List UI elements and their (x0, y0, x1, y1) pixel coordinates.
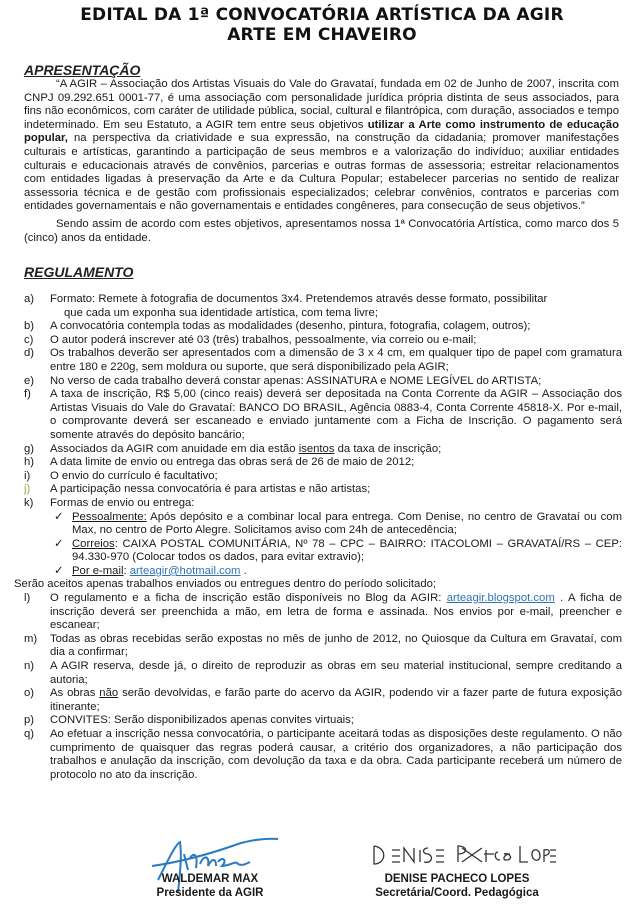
blog-link[interactable]: arteagir.blogspot.com (446, 592, 555, 605)
document-title: EDITAL DA 1ª CONVOCATÓRIA ARTÍSTICA DA AGIR (80, 5, 564, 25)
item-marker: d) (24, 347, 35, 360)
item-marker: m) (24, 632, 38, 645)
item-text: O autor poderá inscrever até 03 (três) trabalhos, pessoalmente, via correio ou e-mail; (50, 333, 477, 346)
apresentacao-text-bold: utilizar a Arte como instrumento de educação popular, (24, 118, 619, 145)
document-subtitle: ARTE EM CHAVEIRO (227, 25, 417, 45)
list-item-f (24, 388, 622, 442)
item-text: CONVITES: Serão disponibilizados apenas convites virtuais; (50, 714, 354, 727)
list-item-c (24, 334, 622, 348)
item-text: As obras (50, 687, 100, 700)
signatory-name: WALDEMAR MAX (161, 873, 259, 885)
list-item-i (24, 470, 622, 484)
signatory-name: DENISE PACHECO LOPES (384, 873, 530, 885)
item-text: A AGIR reserva, desde já, o direito de reproduzir as obras em seu material institucional, sempre creditando a autoria; (50, 660, 622, 686)
item-text-underlined: não (99, 687, 119, 700)
list-item-h (24, 456, 622, 470)
item-marker: l) (24, 592, 31, 605)
apresentacao-paragraph (24, 78, 619, 214)
list-item-q (24, 728, 622, 782)
check-icon: ✓ (54, 537, 64, 550)
item-marker: b) (24, 320, 35, 333)
list-item-k (24, 497, 622, 511)
item-marker: g) (24, 442, 35, 455)
item-marker: k) (24, 496, 34, 509)
item-marker: q) (24, 728, 35, 740)
item-text: A participação nessa convocatória é para artistas e não artistas; (50, 483, 371, 496)
apresentacao-text-2: Sendo assim de acordo com estes objetivos, apresentamos nossa 1ª Convocatória Artística, como marco dos 5 (cinco) anos da entidade. (24, 218, 619, 244)
signatory-role: Secretária/Coord. Pedagógica (375, 887, 539, 899)
delivery-option-correios (24, 538, 622, 565)
item-marker: a) (24, 293, 35, 305)
item-text: Formas de envio ou entrega: (50, 496, 195, 509)
item-marker: i) (24, 469, 31, 482)
regulamento-list (14, 293, 622, 782)
item-text-after: serão devolvidas, e farão parte do acervo da AGIR, podendo vir a fazer parte de futura exposição itinerante; (50, 687, 622, 713)
item-marker: e) (24, 374, 35, 387)
signature-denise-scribble (370, 838, 560, 874)
option-sep: : (123, 564, 130, 577)
item-text-cont: que cada um exponha sua identidade artística, com tema livre; (64, 306, 378, 319)
item-text: A convocatória contempla todas as modalidades (desenho, pintura, fotografia, colagem, outros); (50, 320, 531, 333)
item-text: Ao efetuar a inscrição nessa convocatória, o participante aceitará todas as disposições deste regulamento. O não cumprimento de quaisquer das regras poderá causar, a critério dos organizadores, a não participação dos trabalhos e anulação da inscrição, com devolução da taxa e da obra. Cada participante receberá um número de protocolo no ato da inscrição. (50, 728, 622, 781)
apresentacao-text-a: “A AGIR – Associação dos Artistas Visuais do Vale do Gravataí, fundada em 02 de Junho de 2007, inscrita com CNPJ 09.292.651 0001-77, é uma associação com personalidade jurídica própria distinta de seus associados, para fins não econômicos, com caráter de utilidade pública, social, cultural e filantrópica, com duração, associados e tempo indeterminado. Em seu Estatuto, a AGIR tem entre seus objetivos (24, 78, 619, 131)
list-item-e (24, 375, 622, 389)
option-label: Correios (72, 537, 115, 550)
list-item-l (24, 592, 622, 633)
item-text: A data limite de envio ou entrega das obras será de 26 de maio de 2012; (50, 456, 415, 469)
check-icon: ✓ (54, 510, 64, 523)
item-marker: j) (24, 483, 31, 496)
option-label: Por e-mail (72, 564, 124, 577)
signature-block-denise (362, 872, 552, 900)
option-text: Após depósito e a combinar local para entrega. Com Denise, no centro de Gravataí ou com Max, no centro de Porto Alegre. Solicitamos aviso com 24h de antecedência; (72, 510, 622, 537)
item-text: Formato: Remete à fotografia de documentos 3x4. Pretendemos através desse formato, possibilitar (50, 293, 548, 305)
item-text: O envio do currículo é facultativo; (50, 469, 218, 482)
option-text: : CAIXA POSTAL COMUNITÁRIA, Nº 78 – CPC – BAIRRO: ITACOLOMI – GRAVATAÍ/RS – CEP: 94.330-970 (Colocar todos os dados, para evitar extravio); (72, 537, 622, 564)
apresentacao-text-b: na perspectiva da criatividade e sua expressão, na construção da cidadania; promover manifestações culturais e artísticas, garantindo a participação de seus membros e a valorização do indivíduo; auxiliar entidades culturais e educacionais através de convênios, parcerias e outras formas de assessoria; estreitar relacionamentos com entidades ligadas à preservação da Arte e da Cultura Popular; estabelecer parcerias no sentido de realizar assessoria técnica e de gestão com profissionais especializados; celebrar convênios, contratos e parcerias com entidades governamentais e não governamentais e entidades congêneres, para consecução de seus objetivos.” (24, 132, 619, 213)
item-marker: p) (24, 714, 35, 727)
list-item-p (24, 714, 622, 728)
item-text: Os trabalhos deverão ser apresentados com a dimensão de 3 x 4 cm, em qualquer tipo de papel com gramatura entre 180 e 220g, sem moldura ou suporte, que será disponibilizado pela AGIR; (50, 347, 622, 373)
signature-block-waldemar (150, 872, 270, 900)
section-heading-apresentacao: APRESENTAÇÃO (24, 62, 141, 78)
list-item-d (24, 347, 622, 374)
list-item-o (24, 687, 622, 714)
accepted-note: Serão aceitos apenas trabalhos enviados ou entregues dentro do período solicitado; (14, 578, 437, 591)
option-label: Pessoalmente: (72, 510, 147, 523)
item-marker: n) (24, 660, 35, 673)
check-icon: ✓ (54, 564, 64, 577)
section-heading-regulamento: REGULAMENTO (24, 264, 134, 280)
item-text-after: . A ficha de inscrição deverá ser preenchida a mão, em letra de forma e assinada. Nos envios por e-mail, preencher e escanear; (50, 592, 622, 632)
delivery-option-email (24, 565, 622, 579)
item-text-after: da taxa de inscrição; (334, 442, 442, 455)
item-text: Associados da AGIR com anuidade em dia estão (50, 442, 299, 455)
option-text: . (240, 564, 247, 577)
list-item-n (24, 660, 622, 687)
item-text-underlined: isentos (298, 442, 335, 455)
list-item-a (24, 293, 622, 320)
item-marker: h) (24, 456, 35, 469)
list-item-g (24, 443, 622, 457)
item-text: O regulamento e a ficha de inscrição estão disponíveis no Blog da AGIR: (50, 592, 447, 605)
item-marker: o) (24, 687, 35, 700)
item-marker: c) (24, 333, 34, 346)
email-link[interactable]: arteagir@hotmail.com (129, 564, 241, 577)
item-text: A taxa de inscrição, R$ 5,00 (cinco reais) deverá ser depositada na Conta Corrente da AGIR – Associação dos Artistas Visuais do Vale do Gravataí: BANCO DO BRASIL, Agência 0883-4, Conta Corrente 45818-X. Por e-mail, o comprovante deverá ser escaneado e enviado juntamente com a Ficha de Inscrição. O pagamento será somente através do depósito bancário; (50, 388, 622, 441)
list-item-b (24, 320, 622, 334)
apresentacao-paragraph-2 (24, 218, 619, 245)
item-text: Todas as obras recebidas serão expostas no mês de junho de 2012, no Quiosque da Cultura em Gravataí, com dia a confirmar; (50, 632, 622, 659)
list-item-j (24, 483, 622, 497)
item-text: No verso de cada trabalho deverá constar apenas: ASSINATURA e NOME LEGÍVEL do ARTISTA; (50, 374, 542, 387)
signatory-role: Presidente da AGIR (156, 887, 264, 899)
delivery-option-pessoalmente (24, 511, 622, 538)
item-marker: f) (24, 388, 31, 401)
list-item-m (24, 633, 622, 660)
